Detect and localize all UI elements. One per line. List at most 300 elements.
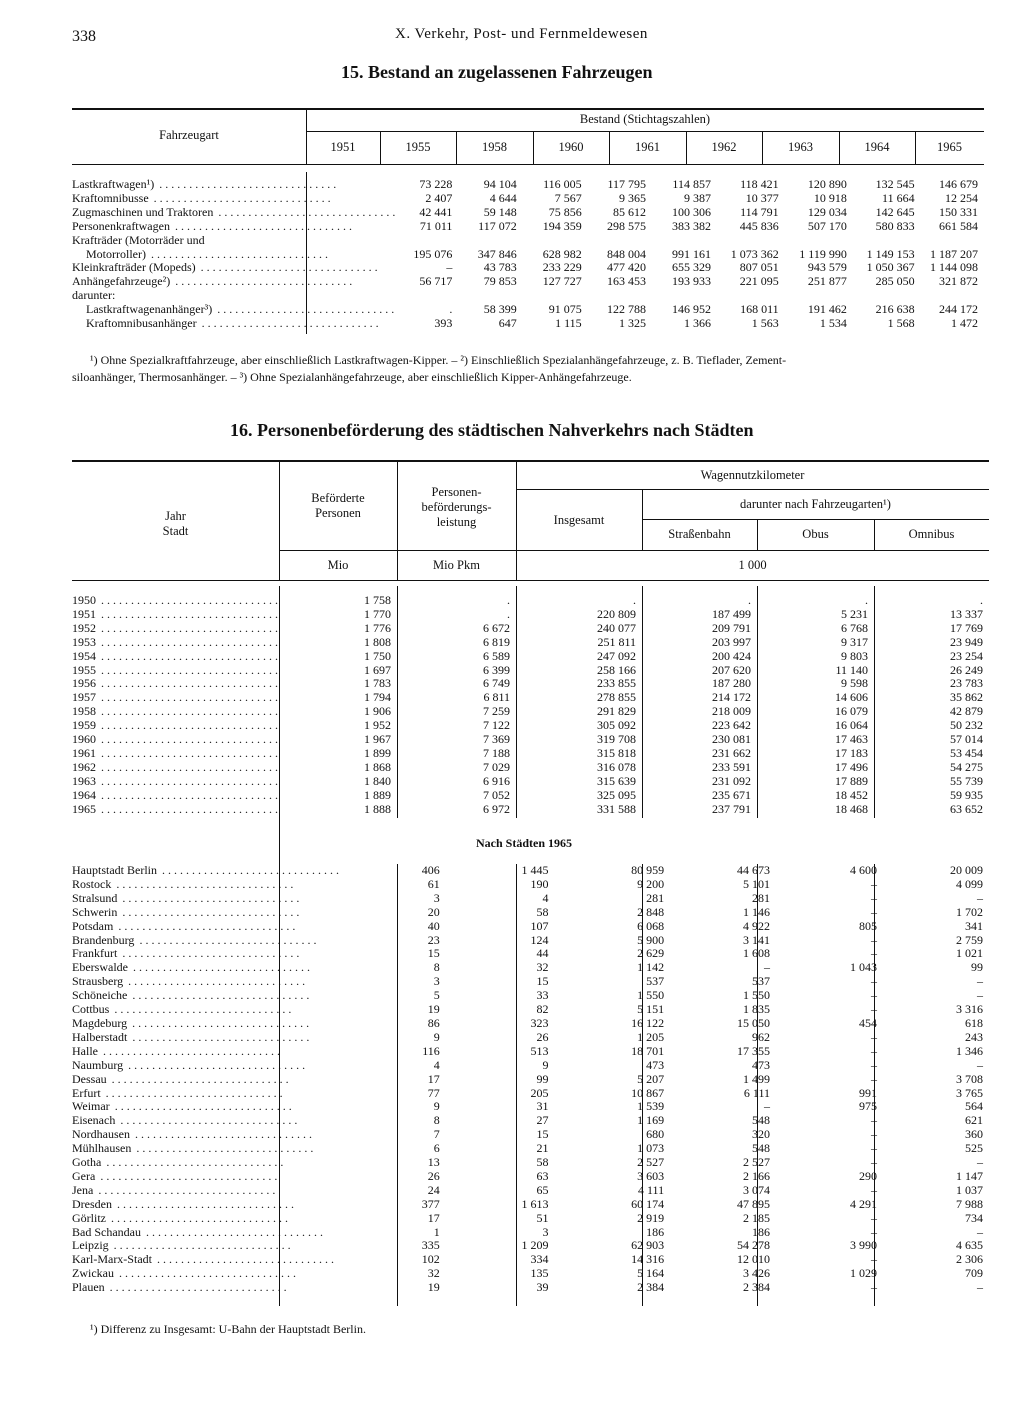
table-cell: 975 [859,1099,877,1114]
table-cell: 316 078 [597,759,636,774]
table-cell: 6 589 [483,648,510,663]
table-cell: – [871,1127,877,1142]
table-cell: . [980,593,983,607]
table-cell: 231 662 [712,745,751,760]
table-cell: 205 [530,1085,549,1100]
table-cell: 23 [427,932,440,947]
table-cell: – [764,1099,771,1114]
table-cell: – [871,1182,877,1197]
table-cell: 9 387 [683,190,711,205]
row-label: 1964 . . . . . . . . . . . . . . . . . . . . . . . . . . . . . . [72,788,278,802]
table-cell: 35 862 [950,690,983,705]
table-cell: 6 068 [637,918,665,933]
table-cell: 91 075 [548,302,582,317]
table-cell: 1 783 [364,676,391,691]
table-row [72,761,989,775]
table-cell [523,234,588,248]
table-cell [785,289,853,303]
table-cell: 14 316 [631,1252,665,1267]
table-row [72,1073,989,1087]
table-cell: 223 642 [712,718,751,733]
row-label: Weimar . . . . . . . . . . . . . . . . . . . . . . . . . . . . . . [72,1100,292,1114]
table-cell: 19 [427,1280,440,1295]
table-cell [395,234,458,248]
row-label: Gotha . . . . . . . . . . . . . . . . . . . . . . . . . . . . . . [72,1156,284,1170]
table16-col-persons-1: Beförderte [311,491,365,505]
table-row [72,261,984,275]
row-label: Cottbus . . . . . . . . . . . . . . . . . . . . . . . . . . . . . . [72,1003,292,1017]
table-cell: 58 [536,1155,549,1170]
table-cell: 186 [646,1224,665,1239]
table-cell: 59 148 [483,204,517,219]
table-cell: 50 232 [950,718,983,733]
table-cell: 118 421 [740,177,779,191]
table-cell: 18 452 [835,787,868,802]
table-cell: 525 [965,1141,983,1156]
table-cell: 32 [427,1266,440,1281]
row-label: 1951 . . . . . . . . . . . . . . . . . . . . . . . . . . . . . . [72,607,278,621]
table16-col-obus: Obus [802,527,829,541]
table-cell: 1 144 098 [930,260,978,275]
table16-col-pkm-1: Personen- [431,485,482,499]
table-cell: 2 629 [637,946,665,961]
row-label: Plauen . . . . . . . . . . . . . . . . . . . . . . . . . . . . . . [72,1281,287,1295]
table-cell: 146 679 [939,177,978,191]
table-cell: 3 426 [743,1266,771,1281]
table16-unit-mio: Mio [327,558,349,572]
table-cell: 290 [859,1168,877,1183]
row-label: Kraftomnibusse . . . . . . . . . . . . . . . . . . . . . . . . . . . . . . [72,191,331,205]
table-cell: 5 231 [841,606,868,621]
table-cell: 7 029 [483,759,510,774]
table-cell: 4 644 [489,190,517,205]
table-cell: 207 620 [712,662,751,677]
table15-year-header: 1951 [330,140,356,154]
table-row [72,1045,989,1059]
table-cell: 548 [752,1141,771,1156]
table-cell: 341 [965,918,983,933]
row-label: Naumburg . . . . . . . . . . . . . . . . . . . . . . . . . . . . . . [72,1058,306,1072]
table-cell: – [977,890,983,905]
table-cell: 305 092 [597,718,636,733]
table-cell: 163 453 [607,274,647,289]
table-cell: 628 982 [542,246,582,261]
table-cell [395,289,458,303]
table-cell: 281 [646,890,665,905]
table-cell: 9 200 [637,876,665,891]
table-cell: 1 146 [743,904,771,919]
row-label: Hauptstadt Berlin . . . . . . . . . . . . . . . . . . . . . . . . . . . . . . [72,864,339,877]
table-cell: 6 811 [483,690,510,705]
table-cell: 1 613 [521,1196,549,1211]
row-label: Rostock . . . . . . . . . . . . . . . . . . . . . . . . . . . . . . [72,877,294,891]
table-cell: – [977,1155,983,1170]
table-cell [458,234,522,248]
table-cell: 377 [421,1196,440,1211]
table-cell: – [871,1252,877,1267]
table15-stub-header: Fahrzeugart [159,128,219,142]
table-cell: – [871,1057,877,1072]
table-cell: 187 280 [712,676,751,691]
table-cell: 56 717 [419,274,453,289]
table-cell: – [977,1057,983,1072]
table-row [72,947,989,961]
table-cell: 7 122 [483,718,510,733]
table-row [72,1142,989,1156]
table-cell: 2 527 [743,1155,771,1170]
table-cell: 7 567 [554,190,582,205]
table-cell: 17 [427,1071,440,1086]
table-cell: 44 [536,946,549,961]
table-cell: 247 092 [597,648,636,663]
table-cell: 1 868 [364,759,391,774]
row-label: Bad Schandau . . . . . . . . . . . . . . . . . . . . . . . . . . . . . . [72,1225,323,1239]
table-cell: 57 014 [950,732,983,747]
table-cell: 3 708 [956,1071,983,1086]
table-cell: 1 021 [956,946,983,961]
table-cell: 9 [542,1057,549,1072]
table15-body [72,178,984,331]
table-cell: 1 889 [364,787,391,802]
table-cell: – [871,904,877,919]
table-cell: . [507,606,510,621]
table-cell: 1 967 [364,732,391,747]
table-cell: 27 [536,1113,549,1128]
table-cell: 116 005 [543,177,582,191]
table-cell: 9 [433,1029,440,1044]
table-cell: 278 855 [597,690,636,705]
table-cell: 5 900 [637,932,665,947]
table-cell: 6 768 [841,620,868,635]
table-cell: 42 879 [950,704,983,719]
table-cell: 2 919 [637,1210,665,1225]
table-row [72,719,989,733]
table-cell: 1 [433,1224,440,1239]
table-cell: 51 [536,1210,549,1225]
table-row [72,1170,989,1184]
table-cell: 117 072 [478,218,517,233]
row-label: 1960 . . . . . . . . . . . . . . . . . . . . . . . . . . . . . . [72,733,278,747]
table-cell: 323 [530,1015,549,1030]
table-cell: 1 758 [364,593,391,607]
table-cell: 1 499 [743,1071,771,1086]
table-row [72,275,984,289]
table-cell: 7 [433,1127,440,1142]
table-cell: – [871,946,877,961]
table-cell: 26 249 [950,662,983,677]
table-cell: 1 472 [951,316,978,331]
table-cell: 9 317 [841,634,868,649]
table16-col-pkm-3: leistung [436,515,477,529]
table-cell: – [871,988,877,1003]
table-cell: 4 291 [850,1196,877,1211]
row-label: 1953 . . . . . . . . . . . . . . . . . . . . . . . . . . . . . . [72,635,278,649]
table-cell: 12 254 [945,190,978,205]
table-cell: 53 454 [950,745,983,760]
table-cell: 216 638 [875,302,915,317]
table-row [72,636,989,650]
table-cell: 94 104 [483,177,517,191]
table-cell: 132 545 [875,177,915,191]
table-cell: 61 [427,876,440,891]
table-cell: 807 051 [739,260,779,275]
table-cell: 127 727 [542,274,582,289]
table-cell: 1 550 [637,988,665,1003]
table-cell: 1 568 [887,316,915,331]
table-row [72,961,989,975]
table-cell: – [871,1141,877,1156]
table-row [72,1156,989,1170]
table-cell: 4 111 [638,1182,665,1197]
table-cell: 194 359 [542,218,582,233]
row-label: 1963 . . . . . . . . . . . . . . . . . . . . . . . . . . . . . . [72,774,278,788]
table-cell: 1 702 [956,904,983,919]
table-cell: 3 [542,1224,549,1239]
table15-footnote-1: ¹) Ohne Spezialkraftfahrzeuge, aber einschließlich Lastkraftwagen-Kipper. – ²) Einschließlich Spezialanhängefahrzeuge, z. B. Tieflader, Zement- [90,353,787,367]
table-cell: 6 972 [483,801,510,816]
row-label: Anhängefahrzeuge²) . . . . . . . . . . . . . . . . . . . . . . . . . . . . . . [72,275,353,289]
table-cell: 334 [530,1252,549,1267]
table-cell: 17 355 [737,1043,771,1058]
table16-footnote: ¹) Differenz zu Insgesamt: U-Bahn der Hauptstadt Berlin. [90,1322,366,1336]
table16-cities-body [72,864,989,1295]
table-cell: 77 [427,1085,440,1100]
table-cell: – [871,1113,877,1128]
table15-title: 15. Bestand an zugelassenen Fahrzeugen [341,62,653,82]
table-cell: 32 [536,960,549,975]
table-cell: 209 791 [712,620,751,635]
table-cell: 26 [427,1168,440,1183]
row-label: Kraftomnibusanhänger . . . . . . . . . . . . . . . . . . . . . . . . . . . . . . [72,317,395,331]
table-cell: 31 [536,1099,549,1114]
table-cell: 1 346 [956,1043,983,1058]
table-row [72,775,989,789]
table-cell: 1 073 362 [730,246,779,261]
table-cell [785,234,853,248]
table-cell: 23 949 [950,634,983,649]
table-row [72,906,989,920]
table-cell: 7 988 [956,1196,983,1211]
table16-col-insgesamt: Insgesamt [553,513,605,527]
table-cell: 221 095 [739,274,779,289]
table15-year-header: 1958 [482,140,507,154]
table-cell: 99 [536,1071,549,1086]
table-cell: 991 161 [671,246,711,261]
table-row [72,1128,989,1142]
row-label: Schöneiche . . . . . . . . . . . . . . . . . . . . . . . . . . . . . . [72,989,310,1003]
row-label: 1954 . . . . . . . . . . . . . . . . . . . . . . . . . . . . . . [72,649,278,663]
row-label: Nordhausen . . . . . . . . . . . . . . . . . . . . . . . . . . . . . . [72,1128,312,1142]
table-cell: 20 009 [950,863,983,877]
row-label: 1950 . . . . . . . . . . . . . . . . . . . . . . . . . . . . . . [72,594,278,607]
table-row [72,289,984,303]
table-cell: 513 [530,1043,549,1058]
row-label: Zugmaschinen und Traktoren . . . . . . . . . . . . . . . . . . . . . . . . . . . . . . [72,205,396,219]
table-cell: 621 [965,1113,983,1128]
table-cell: 335 [421,1238,440,1253]
table-cell: – [871,1280,877,1295]
table-cell: 240 077 [597,620,636,635]
table-cell: 1 563 [751,316,779,331]
table-cell: 244 172 [939,302,978,317]
table-cell: 580 833 [875,218,915,233]
table-cell: 80 959 [631,863,665,877]
table-row [72,878,989,892]
table-cell: 548 [752,1113,771,1128]
table-cell: – [871,1071,877,1086]
table-cell: 9 365 [619,190,647,205]
table-cell: 1 888 [364,801,391,816]
table-cell: 734 [965,1210,983,1225]
table-cell: 63 [536,1168,549,1183]
table-cell: 86 [427,1015,440,1030]
table-cell: 1 366 [683,316,711,331]
table-row [72,1253,989,1267]
table-cell [458,289,522,303]
table-cell: 6 111 [743,1085,771,1100]
table-row [72,1267,989,1281]
table-cell: 7 259 [483,704,510,719]
table-cell: 18 468 [835,801,868,816]
table-cell: – [977,988,983,1003]
table-cell [717,289,785,303]
table-cell: 991 [859,1085,877,1100]
table-cell: 15 [427,946,440,961]
table-cell: 120 890 [807,177,847,191]
table16-cities-heading: Nach Städten 1965 [476,836,573,850]
table-cell: 231 092 [712,773,751,788]
table-cell: – [871,876,877,891]
table-cell: 26 [536,1029,549,1044]
table-cell: 23 254 [950,648,983,663]
row-label: Lastkraftwagen¹) . . . . . . . . . . . . . . . . . . . . . . . . . . . . . . [72,178,337,191]
table-cell: 54 278 [737,1238,771,1253]
table15-group-header: Bestand (Stichtagszahlen) [579,112,711,126]
table-cell: 1 776 [364,620,391,635]
table-cell: 233 591 [712,759,751,774]
table-cell: 321 872 [939,274,978,289]
row-label: Dresden . . . . . . . . . . . . . . . . . . . . . . . . . . . . . . [72,1197,294,1211]
row-label: Schwerin . . . . . . . . . . . . . . . . . . . . . . . . . . . . . . [72,905,300,919]
table-cell: – [871,1043,877,1058]
table-cell: 4 [433,1057,440,1072]
table-cell: 251 877 [807,274,847,289]
row-label: Eisenach . . . . . . . . . . . . . . . . . . . . . . . . . . . . . . [72,1114,298,1128]
table-cell: 3 141 [743,932,771,947]
table-cell: 2 407 [425,190,453,205]
table-cell: 1 205 [637,1029,665,1044]
table-cell: 40 [427,918,440,933]
table-cell: 237 791 [712,801,751,816]
row-label: Leipzig . . . . . . . . . . . . . . . . . . . . . . . . . . . . . . [72,1239,291,1253]
table-cell: 393 [434,316,453,331]
table-cell: 4 [542,890,549,905]
table-cell: 193 933 [671,274,711,289]
table-cell: 24 [427,1182,440,1197]
row-label: Potsdam . . . . . . . . . . . . . . . . . . . . . . . . . . . . . . [72,919,296,933]
table-cell: 186 [752,1224,771,1239]
table16-years-body [72,594,989,817]
table16-title: 16. Personenbeförderung des städtischen Nahverkehrs nach Städten [230,420,754,440]
table-cell: . [633,593,636,607]
table-cell: 42 441 [419,204,453,219]
row-label: darunter: [72,289,116,303]
table-cell: 65 [536,1182,549,1197]
row-label: 1959 . . . . . . . . . . . . . . . . . . . . . . . . . . . . . . [72,719,278,733]
table15-year-header: 1963 [788,140,813,154]
table-row [72,892,989,906]
table-cell: 58 [536,904,549,919]
table-cell: 59 935 [950,787,983,802]
table-cell: 1 770 [364,606,391,621]
table-cell: 79 853 [483,274,517,289]
table-cell: 1 050 367 [866,260,915,275]
table-row [72,975,989,989]
table-cell: 564 [965,1099,983,1114]
table-cell: 2 306 [956,1252,983,1267]
table-cell: 107 [530,918,549,933]
table15-year-header: 1962 [711,140,737,154]
table-row [72,178,984,192]
table-row [72,677,989,691]
table-cell: 18 701 [631,1043,665,1058]
table-cell: 360 [965,1127,983,1142]
table-cell: 3 990 [850,1238,877,1253]
table-cell: 320 [752,1127,771,1142]
table-cell: 1 899 [364,745,391,760]
table-cell: – [871,1029,877,1044]
table-cell: 1 029 [850,1266,877,1281]
table-cell: 100 306 [671,204,711,219]
table-cell: 9 803 [841,648,868,663]
table-cell: 13 337 [950,606,983,621]
table-cell: 1 608 [743,946,771,961]
table-cell [921,289,984,303]
table-cell: . [449,302,453,317]
table-cell: 1 209 [521,1238,549,1253]
table-cell: 235 671 [712,787,751,802]
table-cell: 2 185 [743,1210,771,1225]
table-row [72,1226,989,1240]
table-row [72,1059,989,1073]
table-cell: 383 382 [671,218,711,233]
table-row [72,608,989,622]
table-cell: 473 [752,1057,771,1072]
table-cell: 39 [536,1280,549,1295]
row-label: 1958 . . . . . . . . . . . . . . . . . . . . . . . . . . . . . . [72,705,278,719]
table-cell: 1 037 [956,1182,983,1197]
table-cell: 1 149 153 [866,246,915,261]
table-row [72,803,989,817]
row-label: Motorroller) . . . . . . . . . . . . . . . . . . . . . . . . . . . . . . [72,248,395,262]
table-cell: 16 122 [631,1015,665,1030]
table-cell: 1 115 [555,316,582,331]
row-label: 1952 . . . . . . . . . . . . . . . . . . . . . . . . . . . . . . [72,621,278,635]
table-cell: 11 664 [882,190,915,205]
table-cell: 5 [433,988,440,1003]
table15-year-header: 1965 [937,140,962,154]
table-cell: 1 550 [743,988,771,1003]
table-cell: 47 895 [737,1196,771,1211]
row-label: Erfurt . . . . . . . . . . . . . . . . . . . . . . . . . . . . . . [72,1086,283,1100]
table-cell: 17 769 [950,620,983,635]
table-cell [921,234,984,248]
table-cell: 4 099 [956,876,983,891]
table-cell: 618 [965,1015,983,1030]
table-row [72,789,989,803]
table-cell: 33 [536,988,549,1003]
table-cell: 9 598 [841,676,868,691]
